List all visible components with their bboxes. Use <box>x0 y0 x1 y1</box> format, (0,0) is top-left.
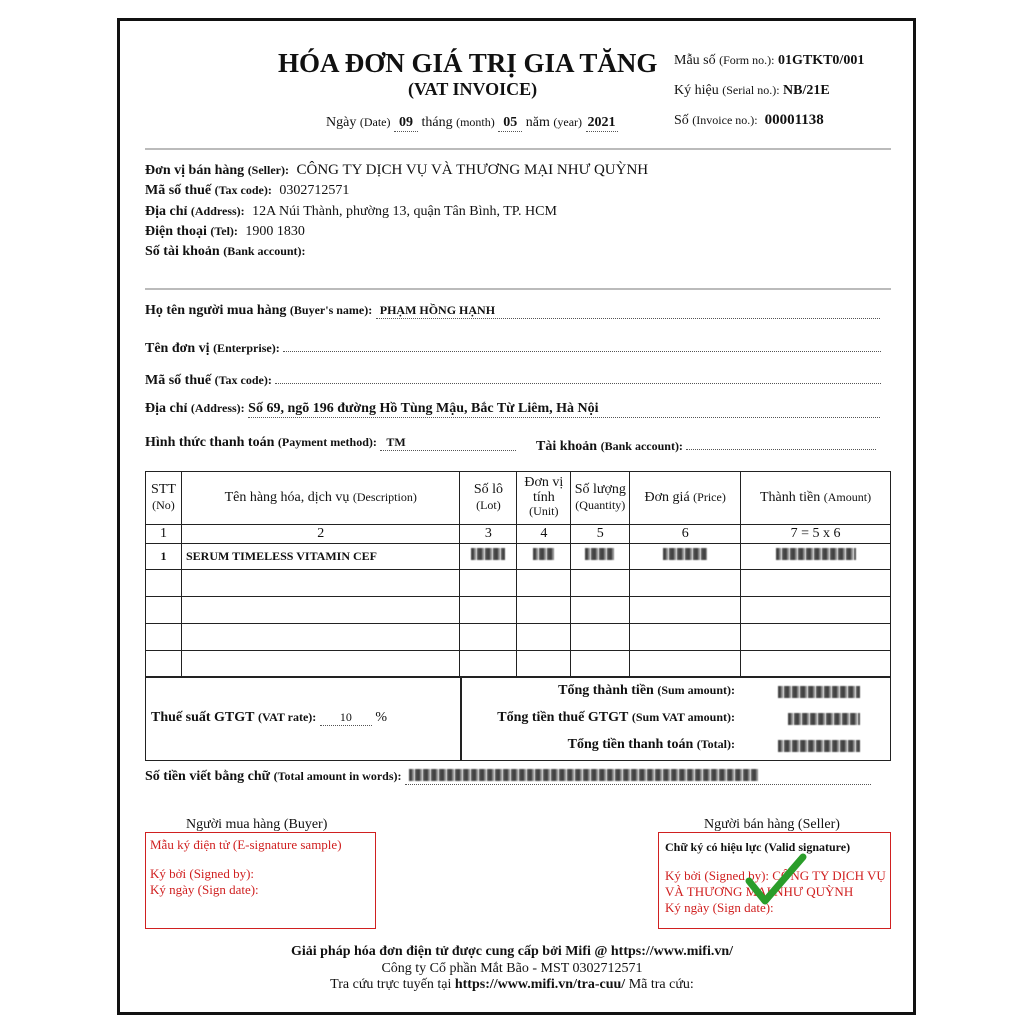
payment-method: Hình thức thanh toán (Payment method): TM <box>145 435 516 451</box>
totals-box <box>461 677 891 761</box>
redacted-sum-vat <box>788 713 860 725</box>
invoice-subtitle: (VAT INVOICE) <box>408 79 538 99</box>
header-quantity: Số lượng (Quantity) <box>571 472 630 525</box>
valid-signature-label: Chữ ký có hiệu lực (Valid signature) <box>665 840 851 854</box>
redacted-total <box>778 740 860 752</box>
header-description: Tên hàng hóa, dịch vụ (Description) <box>181 472 459 525</box>
sum-amount-label: Tổng thành tiền (Sum amount): <box>558 683 735 698</box>
header-amount: Thành tiền (Amount) <box>741 472 891 525</box>
redacted-price <box>663 548 707 560</box>
header-price: Đơn giá (Price) <box>630 472 741 525</box>
seller-signature-title: Người bán hàng (Seller) <box>704 817 840 832</box>
buyer-signature-box: Mẫu ký điện tử (E-signature sample) Ký bởi (Signed by): Ký ngày (Sign date): <box>145 832 376 929</box>
seller-signature-box: Chữ ký có hiệu lực (Valid signature) Ký bởi (Signed by): CÔNG TY DỊCH VỤ VÀ THƯƠNG MẠI NHƯ QUỲNH Ký ngày (Sign date): <box>658 832 891 929</box>
table-row <box>146 597 891 624</box>
table-row <box>146 651 891 677</box>
redacted-quantity <box>585 548 615 560</box>
footer-company: Công ty Cổ phần Mắt Bão - MST 0302712571 <box>381 961 643 976</box>
buyer-name: Họ tên người mua hàng (Buyer's name): PHẠM HỒNG HẠNH <box>145 303 891 319</box>
sum-vat-label: Tổng tiền thuế GTGT (Sum VAT amount): <box>497 710 735 725</box>
redacted-words <box>409 769 759 781</box>
redacted-amount <box>776 548 856 560</box>
header-lot: Số lô (Lot) <box>460 472 517 525</box>
table-index-row: 1 2 3 4 5 6 7 = 5 x 6 <box>146 525 891 544</box>
table-row: 1 SERUM TIMELESS VITAMIN CEF <box>146 544 891 570</box>
date-year: 2021 <box>587 115 616 130</box>
date-month: 05 <box>498 115 522 132</box>
divider <box>145 148 891 150</box>
checkmark-icon <box>745 851 807 909</box>
buyer-tax-code: Mã số thuế (Tax code): <box>145 369 881 389</box>
redacted-unit <box>533 548 555 560</box>
buyer-address: Địa chỉ (Address): Số 69, ngõ 196 đường Hồ Tùng Mậu, Bắc Từ Liêm, Hà Nội <box>145 401 880 418</box>
divider <box>145 288 891 290</box>
header-unit: Đơn vị tính (Unit) <box>517 472 571 525</box>
total-label: Tổng tiền thanh toán (Total): <box>567 737 735 752</box>
table-row <box>146 570 891 597</box>
invoice-title: HÓA ĐƠN GIÁ TRỊ GIA TĂNG <box>278 48 658 78</box>
seller-name: Đơn vị bán hàng (Seller): CÔNG TY DỊCH VỤ VÀ THƯƠNG MẠI NHƯ QUỲNH <box>145 162 649 178</box>
invoice-date: Ngày (Date) 09 tháng (month) 05 năm (year) 2021 <box>326 115 616 130</box>
redacted-sum-amount <box>778 686 860 698</box>
serial-number: Ký hiệu (Serial no.): NB/21E <box>674 83 830 98</box>
items-table <box>145 471 891 677</box>
seller-address: Địa chỉ (Address): 12A Núi Thành, phường 13, quận Tân Bình, TP. HCM <box>145 204 557 219</box>
table-header-row <box>146 472 891 525</box>
lookup-link[interactable]: https://www.mifi.vn/tra-cuu/ <box>454 977 626 992</box>
buyer-signature-title: Người mua hàng (Buyer) <box>186 817 328 832</box>
table-row <box>146 624 891 651</box>
invoice-number: Số (Invoice no.): 00001138 <box>674 112 824 128</box>
redacted-lot <box>471 548 505 560</box>
form-number: Mẫu số (Form no.): 01GTKT0/001 <box>674 53 865 68</box>
seller-tax-code: Mã số thuế (Tax code): 0302712571 <box>145 183 350 198</box>
buyer-enterprise: Tên đơn vị (Enterprise): <box>145 337 881 357</box>
seller-bank-account: Số tài khoản (Bank account): <box>145 244 306 259</box>
vat-rate-value: 10 <box>320 710 372 726</box>
date-day: 09 <box>394 115 418 132</box>
amount-in-words: Số tiền viết bằng chữ (Total amount in words): <box>145 769 871 785</box>
vat-rate-box: Thuế suất GTGT (VAT rate): 10 % <box>145 677 461 761</box>
header-no: STT (No) <box>146 472 182 525</box>
buyer-bank-account: Tài khoản (Bank account): <box>536 435 876 455</box>
footer-lookup: Tra cứu trực tuyến tại https://www.mifi.vn/tra-cuu/ Mã tra cứu: <box>330 977 694 992</box>
footer-provider: Giải pháp hóa đơn điện tử được cung cấp bởi Mifi @ https://www.mifi.vn/ <box>290 944 734 959</box>
seller-phone: Điện thoại (Tel): 1900 1830 <box>145 224 305 239</box>
